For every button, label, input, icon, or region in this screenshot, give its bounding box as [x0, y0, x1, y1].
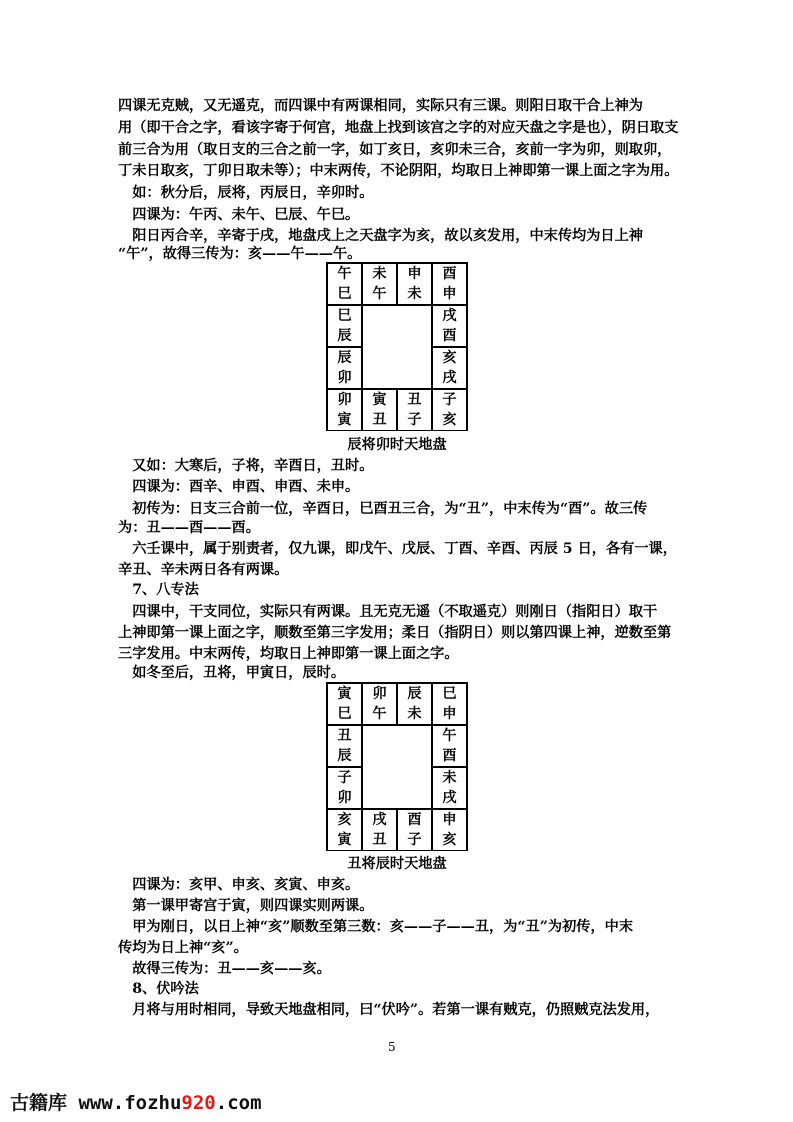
text-line: 丁未日取亥，丁卯日取未等）；中末两传，不论阴阳，均取日上神即第一课上面之字为用。	[118, 163, 679, 179]
text-line: 辛丑、辛未两日各有两课。	[118, 562, 289, 578]
chart-cell: 申 未	[397, 263, 432, 305]
chart-cell: 丑 辰	[327, 725, 362, 767]
text-line: 阳日丙合辛，辛寄于戌，地盘戌上之天盘字为亥，故以亥发用，中末传均为日上神	[118, 228, 643, 244]
text-line: 三字发用。中末两传，均取日上神即第一课上面之字。	[118, 646, 459, 662]
text-line: 用（即干合之字，看该字寄于何宫，地盘上找到该宫之字的对应天盘之字是也），阴日取支	[118, 120, 679, 136]
chart-cell: 巳 辰	[327, 305, 362, 347]
site-url-number: 920	[181, 1092, 216, 1114]
text-line: 四课中，干支同位，实际只有两课。且无克无遥（不取遥克）则刚日（指阳日）取干	[118, 604, 658, 620]
text-line: 如冬至后，丑将，甲寅日，辰时。	[118, 665, 346, 681]
text-line: 四课为：午丙、未午、巳辰、午巳。	[118, 207, 360, 223]
text-line: 四课为：酉辛、申酉、申酉、未申。	[118, 479, 360, 495]
chart-cell: 酉 申	[432, 263, 467, 305]
chart-caption: 辰将卯时天地盘	[347, 437, 447, 453]
chart-cell: 亥 寅	[327, 809, 362, 851]
text-line: “午”，故得三传为：亥——午——午。	[118, 246, 362, 262]
text-line: 上神即第一课上面之字，顺数至第三字发用；柔日（指阴日）则以第四课上神，逆数至第	[118, 625, 672, 641]
heaven-earth-chart-1	[326, 262, 468, 431]
chart-cell: 卯 寅	[327, 389, 362, 431]
section-heading: 8、伏吟法	[118, 981, 199, 997]
section-heading: 7、八专法	[118, 582, 199, 598]
chart-center	[362, 725, 432, 809]
chart-cell: 巳 申	[432, 683, 467, 725]
chart-cell: 未 戌	[432, 767, 467, 809]
chart-cell: 丑 子	[397, 389, 432, 431]
chart-center	[362, 305, 432, 389]
chart-cell: 戌 酉	[432, 305, 467, 347]
site-url-suffix: .com	[215, 1092, 262, 1114]
chart-cell: 戌 丑	[362, 809, 397, 851]
chart-cell: 寅 丑	[362, 389, 397, 431]
page-number: 5	[388, 1040, 396, 1054]
text-line: 为：丑——酉——酉。	[118, 520, 260, 536]
chart-caption: 丑将辰时天地盘	[347, 856, 447, 872]
chart-cell: 申 亥	[432, 809, 467, 851]
chart-cell: 酉 子	[397, 809, 432, 851]
chart-cell: 午 酉	[432, 725, 467, 767]
site-url-prefix: www.fozhu	[78, 1092, 182, 1114]
text-line: 又如：大寒后，子将，辛酉日，丑时。	[118, 458, 374, 474]
site-name: 古籍库	[10, 1092, 68, 1114]
chart-cell: 辰 未	[397, 683, 432, 725]
text-line: 月将与用时相同，导致天地盘相同，曰“伏吟”。若第一课有贼克，仍照贼克法发用，	[118, 1002, 660, 1018]
chart-cell: 卯 午	[362, 683, 397, 725]
chart-cell: 寅 巳	[327, 683, 362, 725]
text-line: 四课无克贼，又无遥克，而四课中有两课相同，实际只有三课。则阳日取干合上神为	[118, 98, 643, 114]
chart-cell: 辰 卯	[327, 347, 362, 389]
text-line: 故得三传为：丑——亥——亥。	[118, 961, 331, 977]
chart-cell: 子 卯	[327, 767, 362, 809]
text-line: 传均为日上神“亥”。	[118, 940, 248, 956]
text-line: 如：秋分后，辰将，丙辰日，辛卯时。	[118, 185, 374, 201]
text-line: 前三合为用（取日支的三合之前一字，如丁亥日，亥卯未三合，亥前一字为卯，则取卯，	[118, 142, 672, 158]
chart-cell: 午 巳	[327, 263, 362, 305]
text-line: 四课为：亥甲、申亥、亥寅、申亥。	[118, 877, 360, 893]
heaven-earth-chart-2	[326, 682, 468, 851]
text-line: 初传为：日支三合前一位，辛酉日，巳酉丑三合，为“丑”，中末传为“酉”。故三传	[118, 501, 648, 517]
chart-cell: 未 午	[362, 263, 397, 305]
text-line: 第一课甲寄宫于寅，则四课实则两课。	[118, 898, 374, 914]
text-line: 甲为刚日，以日上神“亥”顺数至第三数：亥——子——丑，为“丑”为初传，中末	[118, 919, 634, 935]
chart-cell: 子 亥	[432, 389, 467, 431]
text-line: 六壬课中，属于别责者，仅九课，即戊午、戊辰、丁酉、辛酉、丙辰 5 日，各有一课，	[118, 541, 677, 557]
chart-cell: 亥 戌	[432, 347, 467, 389]
site-watermark	[10, 1088, 262, 1115]
